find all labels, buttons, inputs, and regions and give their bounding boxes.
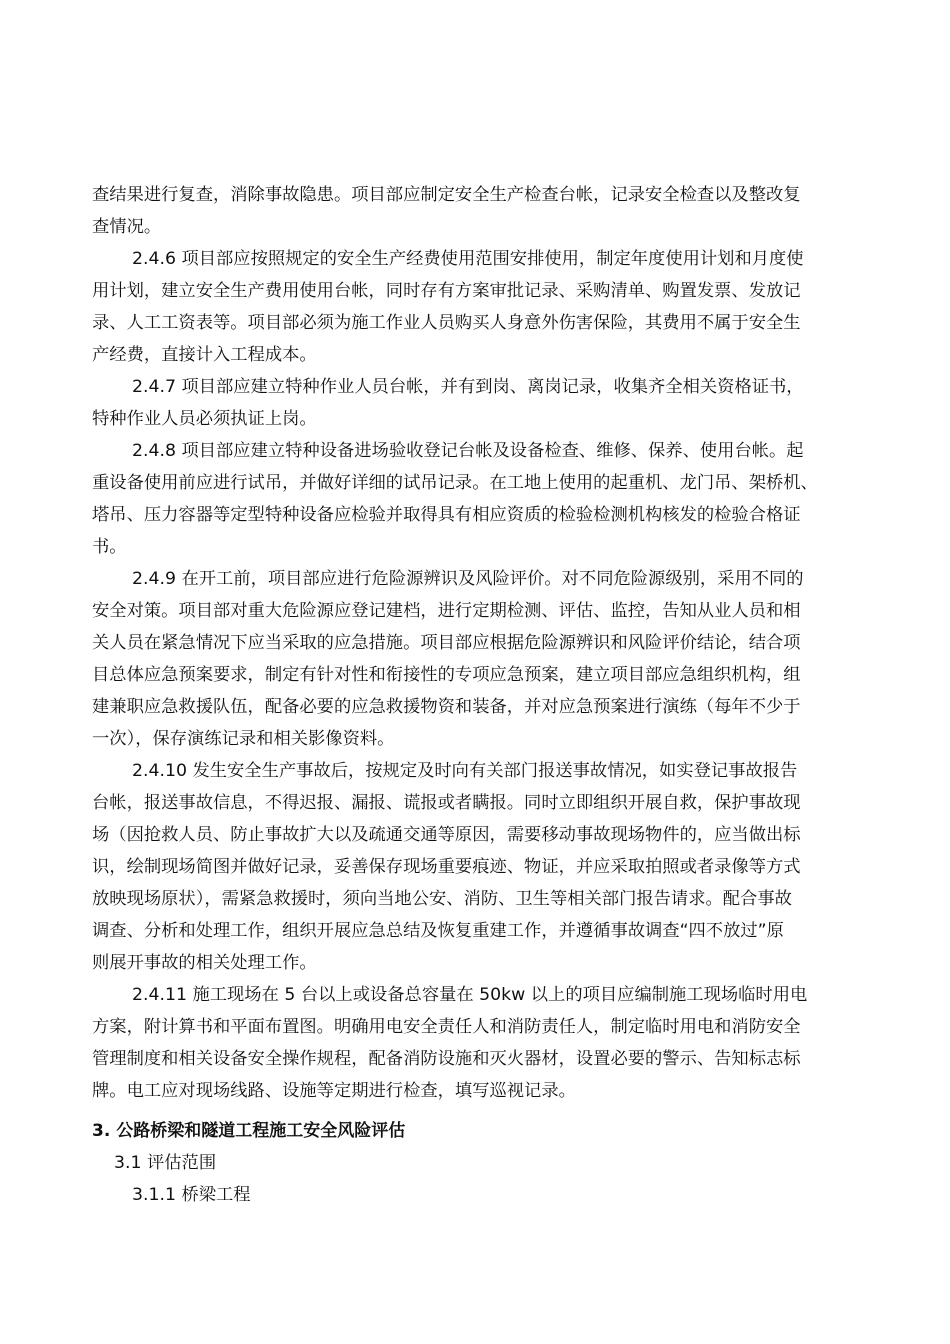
paragraph-line: 查结果进行复查，消除事故隐患。项目部应制定安全生产检查台帐，记录安全检查以及整改复 [92, 185, 801, 205]
paragraph-line: 安全对策。项目部对重大危险源应登记建档，进行定期检测、评估、监控，告知从业人员和相 [92, 601, 801, 621]
paragraph-line: 产经费，直接计入工程成本。 [92, 345, 317, 365]
paragraph-line: 台帐，报送事故信息，不得迟报、漏报、谎报或者瞒报。同时立即组织开展自救，保护事故现 [92, 793, 801, 813]
paragraph-line: 2.4.11 施工现场在 5 台以上或设备总容量在 50kw 以上的项目应编制施工现场临时用电 [132, 985, 808, 1005]
paragraph-line: 2.4.7 项目部应建立特种作业人员台帐，并有到岗、离岗记录，收集齐全相关资格证书， [132, 377, 804, 397]
paragraph-line: 特种作业人员必须执证上岗。 [92, 409, 317, 429]
paragraph-line: 用计划，建立安全生产费用使用台帐，同时存有方案审批记录、采购清单、购置发票、发放记 [92, 281, 801, 301]
paragraph-line: 重设备使用前应进行试吊，并做好详细的试吊记录。在工地上使用的起重机、龙门吊、架桥机、 [92, 473, 818, 493]
paragraph-line: 则展开事故的相关处理工作。 [92, 953, 317, 973]
paragraph-line: 方案，附计算书和平面布置图。明确用电安全责任人和消防责任人，制定临时用电和消防安全 [92, 1017, 801, 1037]
paragraph-line: 录、人工工资表等。项目部必须为施工作业人员购买人身意外伤害保险，其费用不属于安全生 [92, 313, 801, 333]
paragraph-line: 书。 [92, 537, 127, 557]
paragraph-line: 识，绘制现场简图并做好记录，妥善保存现场重要痕迹、物证，并应采取拍照或者录像等方式 [92, 857, 801, 877]
paragraph-line: 调查、分析和处理工作，组织开展应急总结及恢复重建工作，并遵循事故调查“四不放过”原 [92, 921, 784, 941]
paragraph-line: 2.4.6 项目部应按照规定的安全生产经费使用范围安排使用，制定年度使用计划和月度使 [132, 249, 804, 269]
paragraph-line: 查情况。 [92, 217, 162, 237]
paragraph-line: 关人员在紧急情况下应当采取的应急措施。项目部应根据危险源辨识和风险评价结论，结合项 [92, 633, 801, 653]
paragraph-line: 2.4.8 项目部应建立特种设备进场验收登记台帐及设备检查、维修、保养、使用台帐。起 [132, 441, 804, 461]
paragraph-line: 塔吊、压力容器等定型特种设备应检验并取得具有相应资质的检验检测机构核发的检验合格证 [92, 505, 801, 525]
paragraph-line: 2.4.10 发生安全生产事故后，按规定及时向有关部门报送事故情况，如实登记事故报告 [132, 761, 798, 781]
paragraph-line: 建兼职应急救援队伍，配备必要的应急救援物资和装备，并对应急预案进行演练（每年不少于 [92, 697, 801, 717]
paragraph-line: 一次），保存演练记录和相关影像资料。 [92, 729, 395, 749]
section-heading: 3. 公路桥梁和隧道工程施工安全风险评估 [92, 1121, 406, 1141]
paragraph-line: 场（因抢救人员、防止事故扩大以及疏通交通等原因，需要移动事故现场物件的，应当做出标 [92, 825, 801, 845]
sub-heading: 3.1 评估范围 [114, 1153, 217, 1173]
paragraph-line: 放映现场原状），需紧急救援时，须向当地公安、消防、卫生等相关部门报告请求。配合事故 [92, 889, 792, 909]
paragraph-line: 2.4.9 在开工前，项目部应进行危险源辨识及风险评价。对不同危险源级别，采用不同的 [132, 569, 804, 589]
sub-sub-heading: 3.1.1 桥梁工程 [132, 1185, 251, 1205]
paragraph-line: 牌。电工应对现场线路、设施等定期进行检查，填写巡视记录。 [92, 1081, 576, 1101]
paragraph-line: 管理制度和相关设备安全操作规程，配备消防设施和灭火器材，设置必要的警示、告知标志标 [92, 1049, 801, 1069]
paragraph-line: 目总体应急预案要求，制定有针对性和衔接性的专项应急预案，建立项目部应急组织机构，组 [92, 665, 801, 685]
